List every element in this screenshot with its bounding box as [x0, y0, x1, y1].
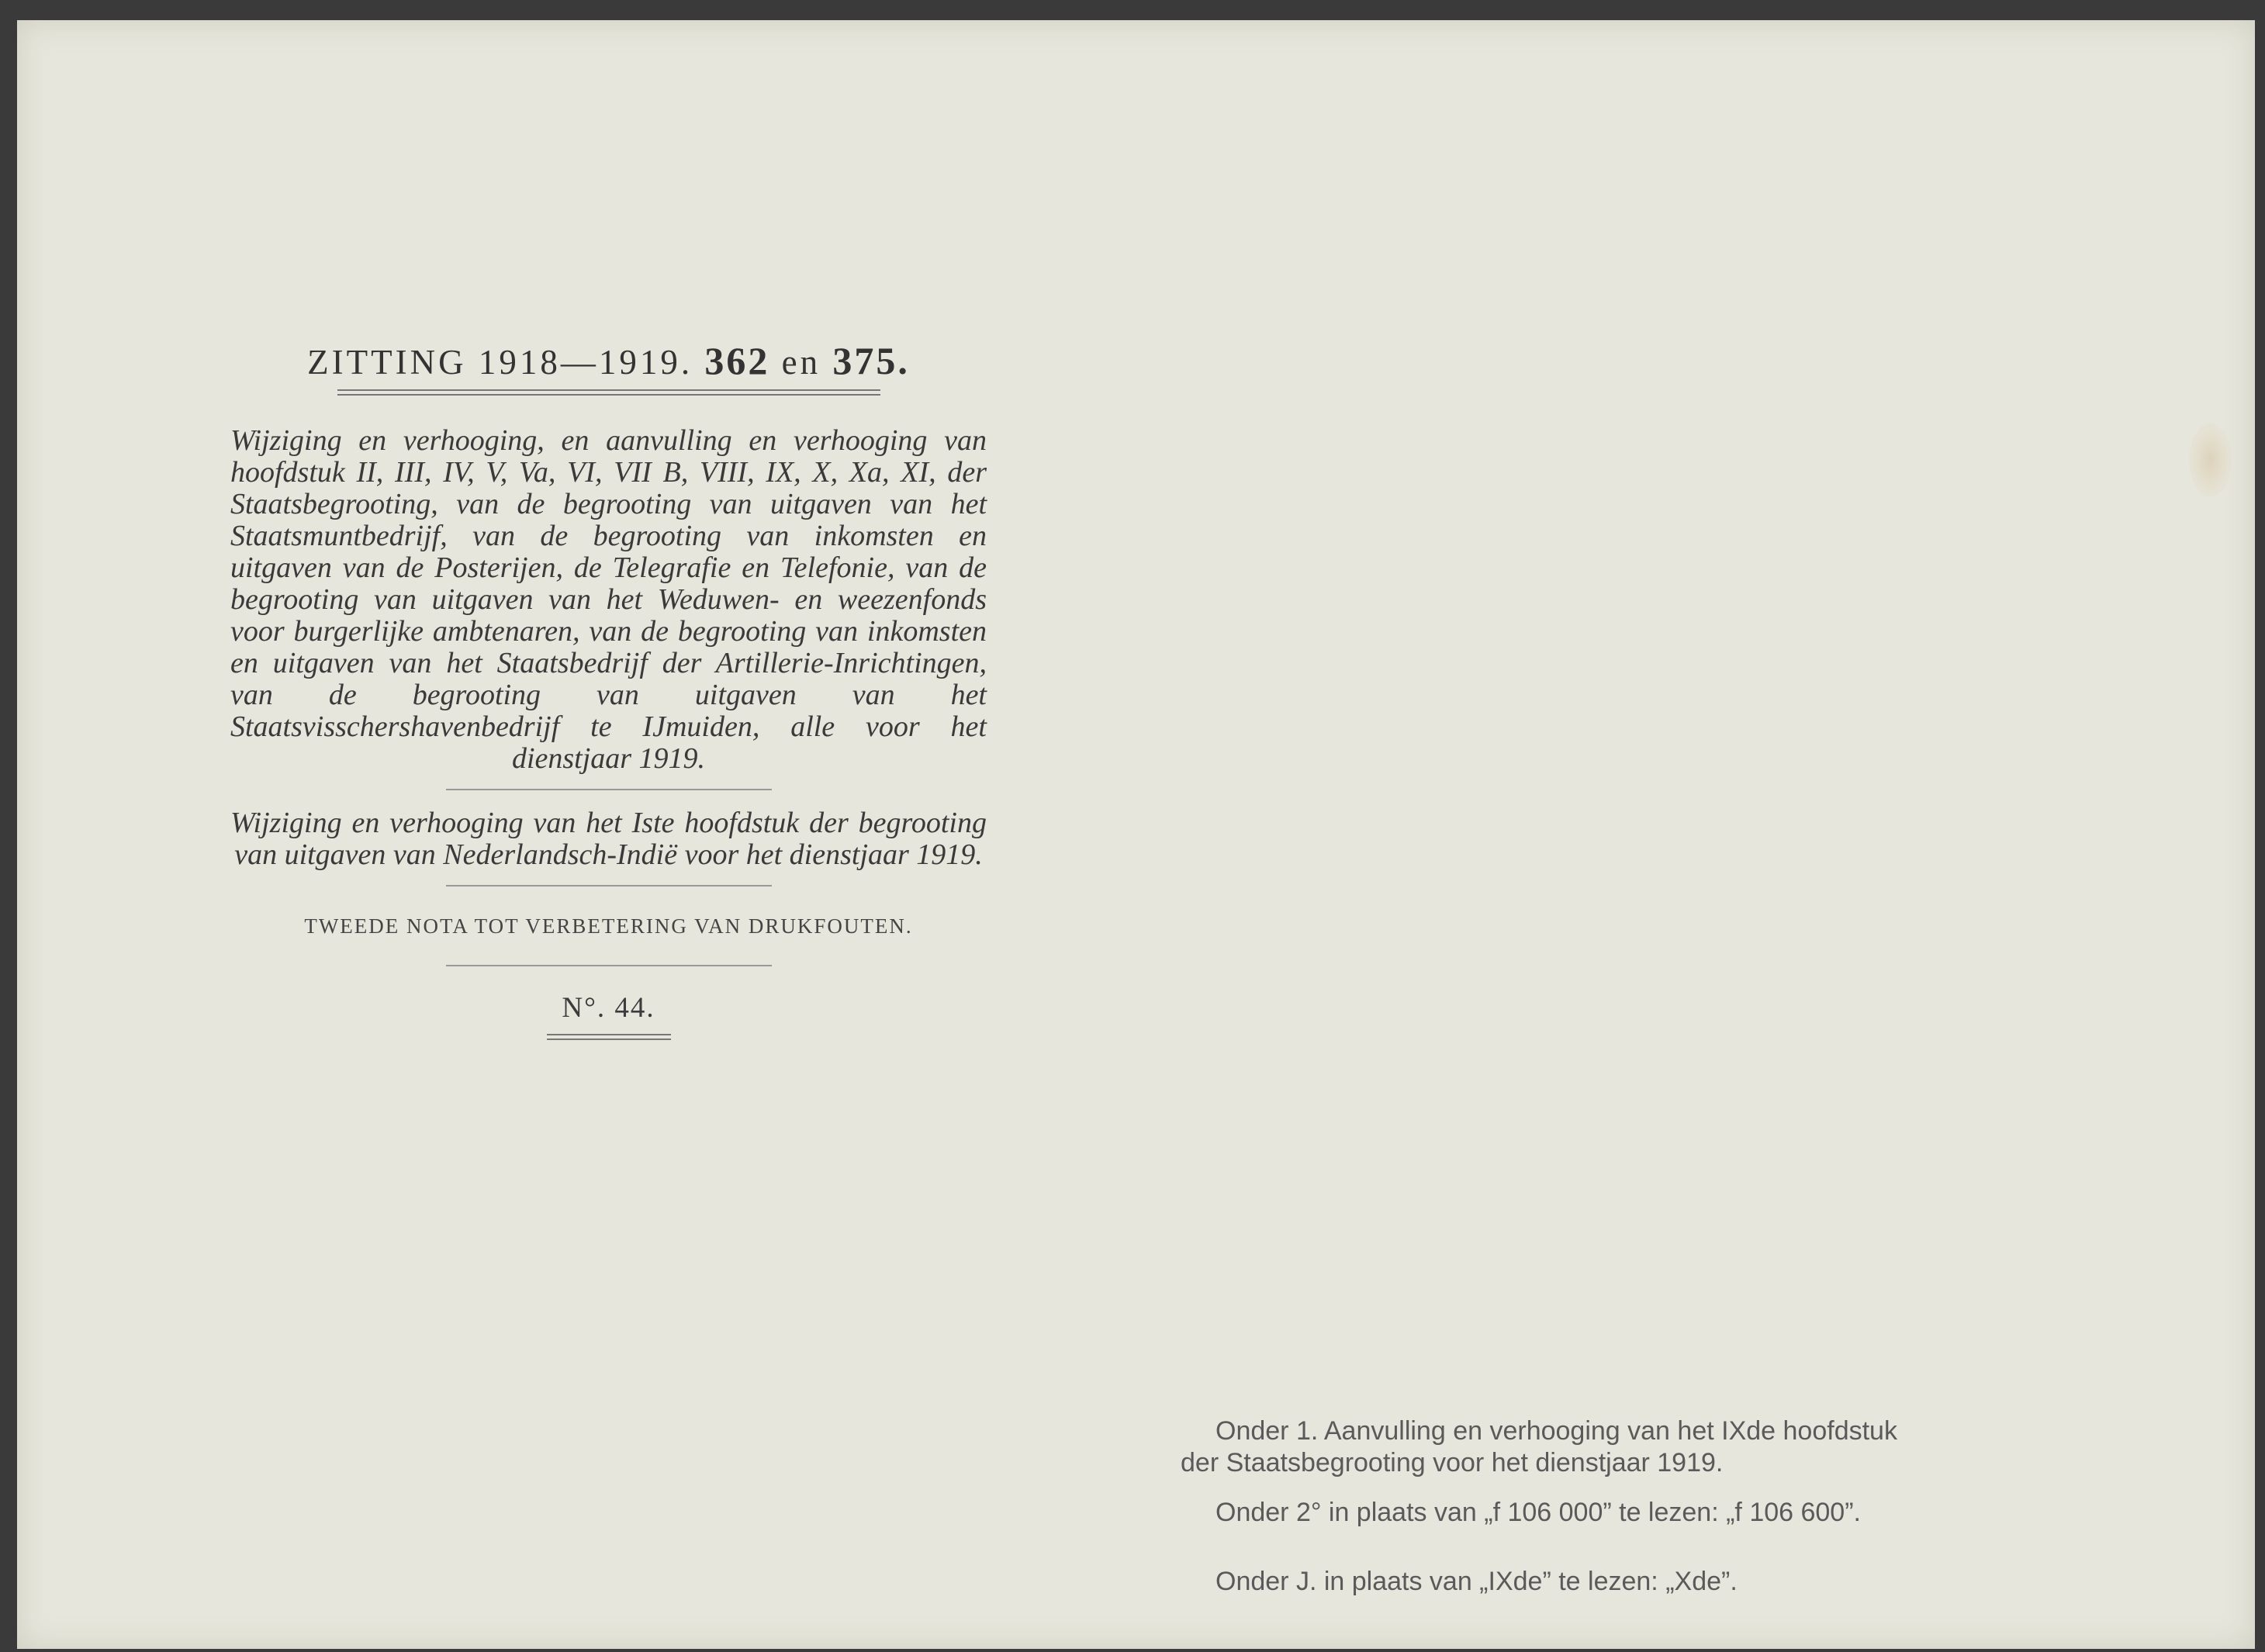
nota-title: TWEEDE NOTA TOT VERBETERING VAN DRUKFOUTEN.: [304, 914, 913, 938]
subject-indie-budget: Wijziging en verhooging van het Iste hoofdstuk der begrooting van uitgaven van Nederlandsch-Indië voor het dienstjaar 1919.: [230, 807, 987, 871]
number-double-rule: [547, 1034, 671, 1040]
separator-rule-2: [446, 885, 772, 886]
title-block: [230, 338, 987, 1040]
document-sequence-number: N°. 44.: [562, 992, 655, 1024]
conjunction: en: [781, 343, 821, 382]
correction-line-3: Onder 2° in plaats van „f 106 000” te lezen: „f 106 600”.: [1215, 1498, 1861, 1527]
header-double-rule: [337, 389, 880, 396]
document-number-1: 362: [704, 339, 770, 382]
correction-line-1: Onder 1. Aanvulling en verhooging van het IXde hoofdstuk: [1215, 1416, 1897, 1446]
subject-budget-changes: Wijziging en verhooging, en aanvulling en verhooging van hoofdstuk II, III, IV, V, Va, VI, VII B, VIII, IX, X, Xa, XI, der Staatsbegrooting, van de begrooting van uitgaven van het Staatsmuntbedrijf, van de begrooting van inkomsten en uitgaven van de Posterijen, de Telegrafie en Telefonie, van de begrooting van uitgaven van het Weduwen- en weezenfonds voor burgerlijke ambtenaren, van de begrooting van inkomsten en uitgaven van het Staatsbedrijf der Artillerie-Inrichtingen, van de begrooting van uitgaven van het Staatsvisschershavenbedrijf te IJmuiden, alle voor het dienstjaar 1919.: [230, 424, 987, 775]
session-label: ZITTING 1918—1919.: [307, 343, 693, 382]
document-page: [17, 20, 2255, 1649]
correction-line-2: der Staatsbegrooting voor het dienstjaar 1919.: [1181, 1448, 1724, 1477]
document-number-2: 375.: [832, 339, 910, 382]
session-header: [230, 338, 987, 383]
separator-rule-3: [446, 965, 772, 966]
separator-rule-1: [446, 789, 772, 790]
corrections-block: [1181, 1416, 2111, 1597]
paper-stain: [2189, 423, 2232, 497]
correction-line-4: Onder J. in plaats van „IXde” te lezen: „Xde”.: [1215, 1567, 1738, 1596]
